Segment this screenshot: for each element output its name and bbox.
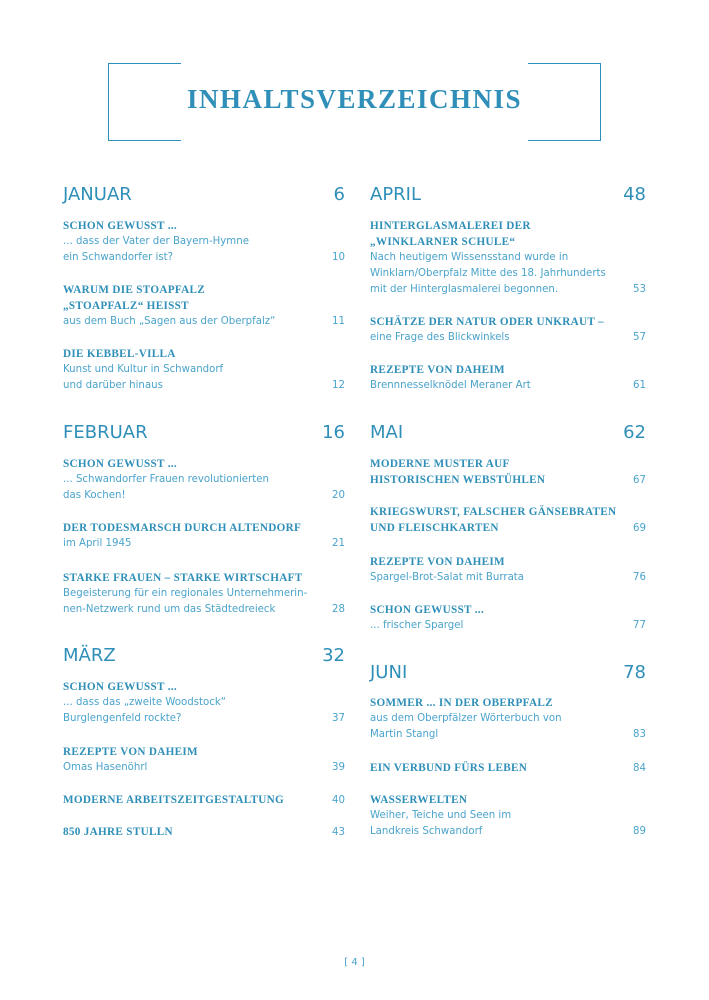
toc-entry (63, 346, 345, 394)
entry-description: das Kochen! (63, 490, 126, 501)
toc-entry (63, 679, 345, 727)
entry-line-row (370, 824, 646, 840)
entry-title: 850 JAHRE STULLN (63, 826, 173, 838)
entry-line-row (63, 536, 345, 552)
entry-title: REZEPTE VON DAHEIM (63, 746, 198, 758)
entry-description: ... Schwandorfer Frauen revolutionierten (63, 474, 269, 485)
month-header (63, 184, 345, 205)
entry-title: WASSERWELTEN (370, 794, 468, 806)
toc-entry (63, 570, 345, 618)
entry-title: „WINKLARNER SCHULE“ (370, 236, 516, 248)
entry-page: 83 (633, 729, 646, 740)
toc-entry (370, 602, 646, 634)
entry-line-row (370, 282, 646, 298)
entry-line-row (63, 711, 345, 727)
toc-entry (63, 218, 345, 266)
toc-entry (370, 695, 646, 743)
toc-column-right (370, 0, 646, 900)
month-name: APRIL (370, 184, 422, 205)
toc-entry (63, 456, 345, 504)
entry-title: SCHON GEWUSST ... (63, 458, 178, 470)
entry-page: 61 (633, 380, 646, 391)
entry-description: Winklarn/Oberpfalz Mitte des 18. Jahrhunderts (370, 268, 606, 279)
entry-title: MODERNE MUSTER AUF (370, 458, 510, 470)
month-page: 6 (333, 184, 345, 205)
entry-line-row (63, 760, 345, 776)
entry-title-row (63, 792, 345, 808)
month-page: 16 (322, 422, 345, 443)
toc-entry (63, 282, 345, 330)
toc-entry (370, 504, 646, 536)
page-number: [ 4 ] (344, 957, 365, 968)
toc-entry (63, 520, 345, 552)
entry-title: KRIEGSWURST, FALSCHER GÄNSEBRATEN (370, 506, 617, 518)
toc-entry (370, 760, 646, 776)
toc-entry (370, 792, 646, 840)
entry-page: 89 (633, 826, 646, 837)
month-page: 48 (623, 184, 646, 205)
entry-description: Nach heutigem Wissensstand wurde in (370, 252, 569, 263)
entry-page: 43 (332, 827, 345, 838)
month-page: 32 (322, 645, 345, 666)
month-page: 62 (623, 422, 646, 443)
month-name: FEBRUAR (63, 422, 148, 443)
entry-title: SCHÄTZE DER NATUR ODER UNKRAUT – (370, 316, 604, 328)
month-header (63, 645, 345, 666)
entry-title: SCHON GEWUSST ... (63, 220, 178, 232)
entry-title: HISTORISCHEN WEBSTÜHLEN (370, 474, 546, 486)
entry-title: UND FLEISCHKARTEN (370, 522, 499, 534)
entry-description: ... dass das „zweite Woodstock“ (63, 697, 227, 708)
entry-line-row (370, 330, 646, 346)
page-title: INHALTSVERZEICHNIS (186, 84, 523, 114)
toc-entry (370, 554, 646, 586)
entry-title: WARUM DIE STOAPFALZ (63, 284, 206, 296)
entry-title: DIE KEBBEL-VILLA (63, 348, 176, 360)
entry-title: SOMMER ... IN DER OBERPFALZ (370, 697, 553, 709)
month-header (370, 662, 646, 683)
entry-title: HINTERGLASMALEREI DER (370, 220, 531, 232)
entry-page: 53 (633, 284, 646, 295)
toc-entry (63, 824, 345, 840)
entry-description: Martin Stangl (370, 729, 439, 740)
entry-description: Begeisterung für ein regionales Unternehmerin- (63, 588, 308, 599)
entry-title-row (63, 824, 345, 840)
entry-page: 40 (332, 795, 345, 806)
entry-description: Omas Hasenöhrl (63, 762, 148, 773)
entry-description: mit der Hinterglasmalerei begonnen. (370, 284, 559, 295)
entry-page: 11 (332, 316, 345, 327)
entry-line-row (370, 727, 646, 743)
entry-line-row (370, 570, 646, 586)
entry-page: 67 (633, 475, 646, 486)
entry-description: nen-Netzwerk rund um das Städtedreieck (63, 604, 276, 615)
entry-page: 21 (332, 538, 345, 549)
entry-description: ... frischer Spargel (370, 620, 464, 631)
entry-description: aus dem Buch „Sagen aus der Oberpfalz“ (63, 316, 276, 327)
month-name: MAI (370, 422, 404, 443)
entry-description: eine Frage des Blickwinkels (370, 332, 510, 343)
entry-title: REZEPTE VON DAHEIM (370, 364, 505, 376)
entry-description: Brennnesselknödel Meraner Art (370, 380, 531, 391)
entry-description: ... dass der Vater der Bayern-Hymne (63, 236, 249, 247)
entry-description: und darüber hinaus (63, 380, 163, 391)
entry-description: Kunst und Kultur in Schwandorf (63, 364, 224, 375)
toc-entry (370, 456, 646, 488)
entry-line-row (63, 314, 345, 330)
month-name: JANUAR (63, 184, 132, 205)
entry-title: „STOAPFALZ“ HEISST (63, 300, 189, 312)
entry-page: 57 (633, 332, 646, 343)
entry-line-row (370, 618, 646, 634)
entry-line-row (63, 602, 345, 618)
entry-page: 12 (332, 380, 345, 391)
toc-entry (370, 314, 646, 346)
entry-line-row (63, 250, 345, 266)
entry-description: Burglengenfeld rockte? (63, 713, 182, 724)
entry-description: Weiher, Teiche und Seen im (370, 810, 512, 821)
entry-page: 20 (332, 490, 345, 501)
entry-line-row (63, 488, 345, 504)
entry-description: im April 1945 (63, 538, 132, 549)
entry-title-row (370, 760, 646, 776)
entry-title: MODERNE ARBEITSZEITGESTALTUNG (63, 794, 285, 806)
entry-page: 37 (332, 713, 345, 724)
month-name: JUNI (370, 662, 408, 683)
entry-title-row (370, 472, 646, 488)
entry-line-row (370, 378, 646, 394)
month-page: 78 (623, 662, 646, 683)
entry-page: 28 (332, 604, 345, 615)
month-header (370, 422, 646, 443)
entry-title: DER TODESMARSCH DURCH ALTENDORF (63, 522, 302, 534)
entry-title: STARKE FRAUEN – STARKE WIRTSCHAFT (63, 572, 303, 584)
entry-description: Landkreis Schwandorf (370, 826, 483, 837)
toc-entry (370, 362, 646, 394)
toc-entry (370, 218, 646, 298)
entry-page: 77 (633, 620, 646, 631)
toc-column-left (63, 0, 345, 900)
entry-title: REZEPTE VON DAHEIM (370, 556, 505, 568)
entry-title: SCHON GEWUSST ... (370, 604, 485, 616)
month-header (370, 184, 646, 205)
entry-title: SCHON GEWUSST ... (63, 681, 178, 693)
entry-title-row (370, 520, 646, 536)
month-name: MÄRZ (63, 645, 116, 666)
entry-page: 84 (633, 763, 646, 774)
entry-line-row (63, 378, 345, 394)
toc-entry (63, 792, 345, 808)
month-header (63, 422, 345, 443)
entry-description: aus dem Oberpfälzer Wörterbuch von (370, 713, 562, 724)
entry-description: ein Schwandorfer ist? (63, 252, 174, 263)
entry-page: 10 (332, 252, 345, 263)
toc-entry (63, 744, 345, 776)
entry-title: EIN VERBUND FÜRS LEBEN (370, 762, 528, 774)
entry-page: 69 (633, 523, 646, 534)
entry-description: Spargel-Brot-Salat mit Burrata (370, 572, 525, 583)
entry-page: 76 (633, 572, 646, 583)
entry-page: 39 (332, 762, 345, 773)
